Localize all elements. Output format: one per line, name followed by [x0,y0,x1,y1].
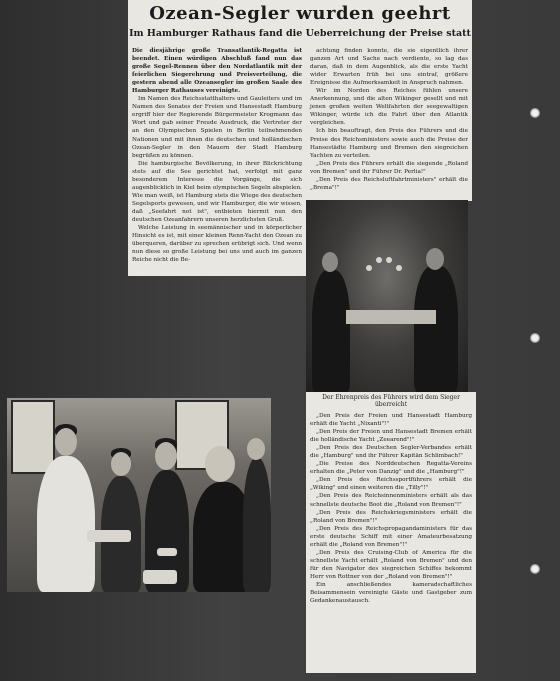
article-paragraph: Die diesjährige große Transatlantik-Regatta ist beendet. Einen würdigen Abschluß fand nun das große Segel-Rennen über den Nordatlantik mit der feierlichen Siegerehrung und Preisverteilung, die gestern abend alle Ozeansegler im großen Saale des Hamburger Rathauses vereinigte. [132,48,302,95]
award-table [346,310,436,324]
subheadline: Im Hamburger Rathaus fand die Ueberreichung der Preise statt [129,28,471,39]
punch-hole-bottom [530,564,540,574]
article-paragraph: Im Namen des Reichsstatthalters und Gauleiters und im Namen des Senates der Freien und Hansestadt Hamburg ergriff hier der Regierende Bürgermeister Krogmann das Wort und gab seiner Freude Ausdruck, die Vertreter der an den Olympischen Spielen in Berlin teilnehmenden Nationen und mit ihnen die deutschen und holländischen Ozean-Segler in den Mauern der Stadt Hamburg begrüßen zu können. [132,96,302,159]
window-left [11,400,55,474]
article-paragraph: „Den Preis des Reichskriegsministers erhält die „Roland von Bremen"!" [310,509,472,524]
article-text-right [310,47,468,192]
article-column-left [128,43,306,276]
article-paragraph: „Den Preis des Cruising-Club of America für die schnellste Yacht erhält „Roland von Bremen" und den für den Navigator des siegreichen Schiffes bekommt Herr von Rottner von der „Roland von Bremen"!" [310,549,472,580]
punch-hole-top [530,108,540,118]
article-paragraph: „Den Preis des Reichsluftfahrtministers" erhält die „Brema"!" [310,176,468,191]
article-paragraph: Ein anschließendes kameradschaftliches Beisammensein vereinigte Gäste und Gastgeber zum Gedankenaustausch. [310,581,472,605]
article-paragraph: „Den Preis der Freien und Hansestadt Hamburg erhält die Yacht „Nixanti"!" [310,413,472,428]
figure-left [312,270,350,392]
article-paragraph: „Die Preise des Norddeutschen Regatta-Vereins erhalten die „Peter von Danzig" und die „Hamburg"!" [310,461,472,476]
award-ceremony-photo [306,200,468,392]
article-paragraph: „Den Preis des Deutschen Segler-Verbandes erhält die „Hamburg" und ihr Führer Kapitän Schlimbach!" [310,445,472,460]
headline: Ozean-Segler wurden geehrt [149,3,451,24]
article-column-right [306,43,472,201]
article-paragraph: „Den Preis der Freien und Hansestadt Bremen erhält die holländische Yacht „Zeearend"!" [310,429,472,444]
tray-with-cups [87,530,131,542]
punch-hole-middle [530,333,540,343]
tea-cup [157,548,177,556]
figure-right [414,266,458,392]
sailor-white-uniform [37,456,95,592]
prize-list-text [310,412,472,605]
crew-photo [7,398,271,592]
article-text-left [132,47,302,264]
article-paragraph: Die hamburgische Bevölkerung, in ihrer Blickrichtung stets auf die See gerichtet hat, verfolgt mit ganz besonderem Interesse die Vorgänge, die sich augenblicklich in Kiel beim olympischen Segeln abspielen. Wie man weiß, ist Hamburg stets die Wiege des deutschen Segelsports gewesen, und wir Hamburger, die wir wissen, daß „Seefahrt not ist", entbieten hiermit nun den deutschen Ozeanfahrern unseren herzlichsten Gruß. [132,160,302,223]
tray-bottom [143,570,177,584]
face-left [322,252,338,272]
trophy-candelabra [364,255,404,279]
article-paragraph: Welche Leistung in seemännischer und in körperlicher Hinsicht es ist, mit einer kleinen Renn-Yacht den Ozean zu überqueren, darüber zu sprechen erübrigt sich. Und wenn nun diese so große Leistung bei uns und auch im ganzen Reiche nicht die Be- [132,225,302,264]
article-paragraph: „Den Preis des Führers erhält die siegende „Roland von Bremen" und ihr Führer Dr. Perlia!" [310,160,468,175]
article-paragraph: „Den Preis des Reichspropagandaministers für das erste deutsche Schiff mit einer Amateurbesatzung erhält die „Roland von Bremen"!" [310,525,472,548]
article-paragraph: Wir im Norden des Reiches fühlen unsere Anerkennung, und die alten Wikinger gesellt und mit jenen großen weiten Weltfahrten der seegewaltigen Wikinger, würde ich die Fahrt über den Atlantik vergleichen. [310,88,468,127]
article-paragraph: „Den Preis des Reichssportführers erhält die „Wiking" und einen weiteren die „Tilly"!" [310,477,472,492]
prize-list-clipping [306,392,476,673]
article-paragraph: Ich bin beauftragt, den Preis des Führers und die Preise des Reichsministers sowie auch die Preise der Hansestädte Hamburg und Bremen den siegreichen Yachten zu verteilen. [310,128,468,159]
background-figure [243,458,271,592]
article-paragraph: „Den Preis des Reichsinnenministers erhält als das schnellste deutsche Boot die „Roland von Bremen"!" [310,493,472,508]
photo-caption: Der Ehrenpreis des Führers wird dem Sieger überreicht [322,394,460,408]
face-right [426,248,444,270]
article-paragraph: achtung finden konnte, die sie eigentlich ihrer ganzen Art und Sache nach verdiente, so lag das daran, daß in dem Augenblick, als die erste Yacht wider Erwarten früh bei uns eintraf, größere Ereignisse die Aufmerksamkeit in Anspruch nahmen. [310,48,468,87]
